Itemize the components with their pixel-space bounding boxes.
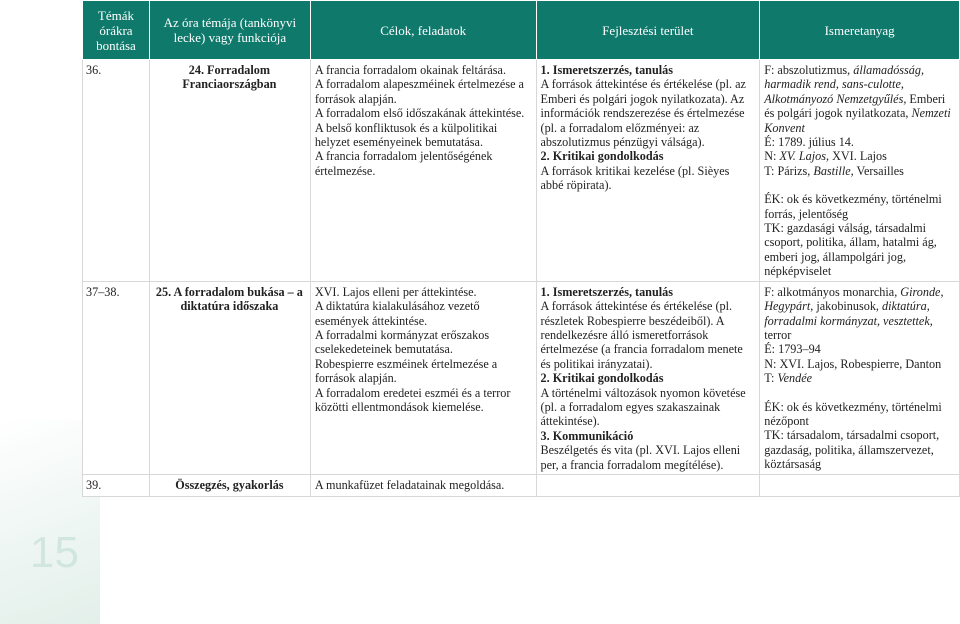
goal-item: A belső konfliktusok és a külpolitikai helyzet eseményeinek bemutatása.: [314, 120, 498, 150]
knowledge-dates: É: 1789. július 14.: [764, 135, 854, 150]
goal-item: A diktatúra kialakulásához vezető események áttekintése.: [314, 299, 480, 328]
development-text: A források áttekintése és értékelése (pl. részletek Robespierre beszédeiből). A rendelkezésre álló ismeretforrások értelmezése (a francia forradalom menete és politikai irányzatai).: [540, 299, 743, 371]
row-goals: [310, 281, 536, 474]
knowledge-names: N: XV. Lajos, XVI. Lajos: [764, 149, 887, 164]
development-text: A források kritikai kezelése (pl. Sièyes abbé röpirata).: [540, 163, 730, 193]
knowledge-concepts: F: alkotmányos monarchia, Gironde, Hegypárt, jakobinusok, diktatúra, forradalmi kormányzat, vesztettek, terror: [764, 284, 944, 342]
header-knowledge: Ismeretanyag: [760, 1, 960, 60]
header-topic: Az óra témája (tankönyvi lecke) vagy funkciója: [149, 1, 310, 60]
goal-item: A forradalom első időszakának áttekintése.: [314, 106, 525, 121]
row-topic: 25. A forradalom bukása – a diktatúra időszaka: [149, 281, 310, 474]
goal-item: A forradalom eredetei eszméi és a terror közötti ellentmondások kiemelése.: [314, 385, 511, 414]
development-heading: 2. Kritikai gondolkodás: [540, 149, 664, 164]
development-heading: 1. Ismeretszerzés, tanulás: [540, 63, 673, 77]
table-row: [83, 474, 960, 496]
knowledge-places: T: Párizs, Bastille, Versailles: [764, 163, 904, 178]
goal-item: A francia forradalom jelentőségének értelmezése.: [314, 149, 493, 178]
row-hours: 37–38.: [83, 281, 150, 474]
row-development: [536, 281, 760, 474]
row-goals: A munkafüzet feladatainak megoldása.: [310, 474, 536, 496]
row-knowledge: [760, 474, 960, 496]
development-text: A források áttekintése és értékelése (pl. az Emberi és polgári jogok nyilatkozata). Az információk rendszerezése és értelmezése (pl. a forradalom előzményei: az abszolutizmus pénzügyi válsága).: [540, 77, 746, 150]
goal-item: A francia forradalom okainak feltárása.: [314, 63, 507, 77]
goal-item: XVI. Lajos elleni per áttekintése.: [314, 284, 477, 299]
knowledge-frameworks: ÉK: ok és következmény, történelmi forrás, jelentőség: [764, 192, 942, 221]
knowledge-content-concepts: TK: társadalom, társadalmi csoport, gazdaság, politika, államszervezet, köztársaság: [764, 428, 940, 472]
page-number: 15: [30, 528, 79, 577]
knowledge-frameworks: ÉK: ok és következmény, történelmi nézőpont: [764, 399, 942, 428]
development-heading: 3. Kommunikáció: [540, 428, 634, 443]
row-goals: [310, 60, 536, 282]
row-topic: Összegzés, gyakorlás: [149, 474, 310, 496]
goal-item: A forradalom alapeszméinek értelmezése a források alapján.: [314, 77, 524, 106]
row-development: [536, 474, 760, 496]
table-row: [83, 281, 960, 474]
row-development: [536, 60, 760, 282]
development-heading: 1. Ismeretszerzés, tanulás: [540, 284, 673, 299]
header-development: Fejlesztési terület: [536, 1, 760, 60]
goal-item: A forradalmi kormányzat erőszakos cselekedeteinek bemutatása.: [314, 327, 490, 357]
header-goals: Célok, feladatok: [310, 1, 536, 60]
row-hours: 39.: [83, 474, 150, 496]
goal-item: Robespierre eszméinek értelmezése a források alapján.: [314, 356, 498, 386]
development-text: A történelmi változások nyomon követése (pl. a forradalom egyes szakaszainak áttekintése).: [540, 385, 746, 429]
development-text: Beszélgetés és vita (pl. XVI. Lajos elleni per, a francia forradalom megítélése).: [540, 443, 741, 472]
knowledge-names: N: XVI. Lajos, Robespierre, Danton: [764, 356, 942, 371]
table-row: [83, 60, 960, 282]
knowledge-concepts: F: abszolutizmus, államadósság, harmadik rend, sans-culotte, Alkotmányozó Nemzetgyűlés, Emberi és polgári jogok nyilatkozata, Nemzeti Konvent: [764, 63, 951, 135]
knowledge-dates: É: 1793–94: [764, 342, 821, 357]
curriculum-table: [82, 0, 960, 497]
header-hours: Témák órákra bontása: [83, 1, 150, 60]
knowledge-content-concepts: TK: gazdasági válság, társadalmi csoport, politika, állam, hatalmi ág, emberi jog, állampolgári jog, népképviselet: [764, 221, 937, 279]
row-hours: 36.: [83, 60, 150, 282]
row-topic: 24. Forradalom Franciaországban: [149, 60, 310, 282]
row-knowledge: [760, 60, 960, 282]
table-header-row: [83, 1, 960, 60]
row-knowledge: [760, 281, 960, 474]
development-heading: 2. Kritikai gondolkodás: [540, 371, 664, 386]
knowledge-places: T: Vendée: [764, 371, 813, 386]
